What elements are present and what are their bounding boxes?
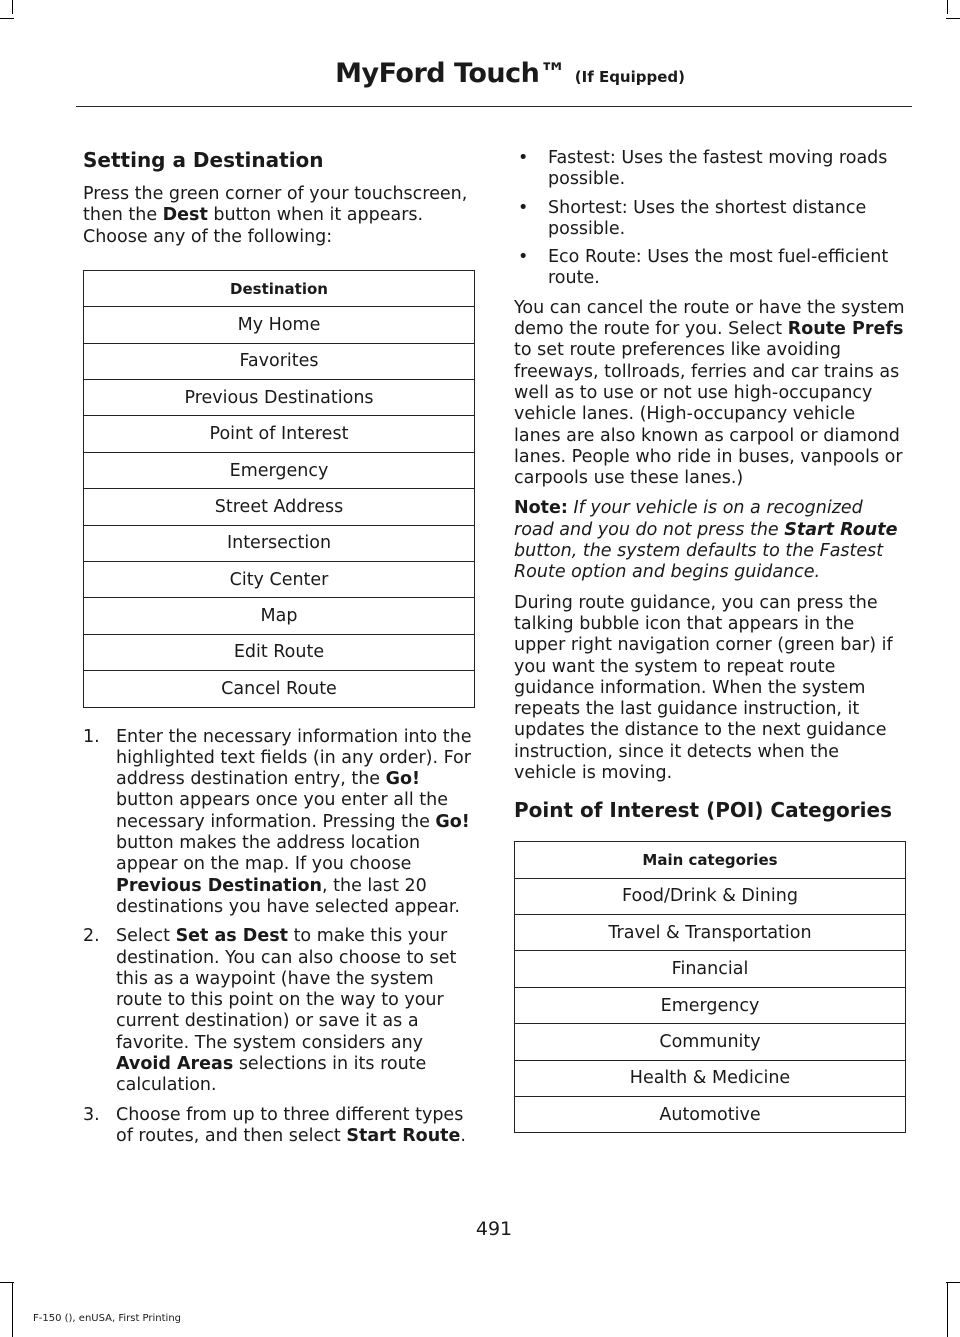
crop-mark [946,18,960,19]
crop-mark [0,1282,14,1283]
table-row: Intersection [84,526,474,562]
table-row: Health & Medicine [515,1061,905,1097]
table-row: Street Address [84,489,474,525]
section-heading: Point of Interest (POI) Categories [514,798,892,823]
note-paragraph: Note: If your vehicle is on a recognized road and you do not press the Start Route button, the system defaults to the Fastest Route option and begins guidance. [514,498,898,583]
crop-mark [12,1283,13,1337]
page-number: 491 [475,1218,513,1240]
table-row: Travel & Transportation [515,915,905,951]
table-row: Point of Interest [84,416,474,452]
destination-table [83,270,475,708]
list-item: 3. Choose from up to three different types of routes, and then select Start Route. [83,1104,466,1146]
right-column [514,148,906,1133]
table-row: City Center [84,562,474,598]
table-header: Main categories [515,842,905,878]
table-row: My Home [84,307,474,343]
list-item: • Shortest: Uses the shortest distance possible. [518,197,867,239]
list-item: • Fastest: Uses the fastest moving roads possible. [518,148,888,190]
list-item: 2. Select Set as Dest to make this your destination. You can also choose to set this as a waypoint (have the system route to this point on the way to your current destination) or save it as a favorite. The system considers any Avoid Areas selections in its route calculation. [83,926,457,1096]
table-row: Community [515,1024,905,1060]
poi-categories-table [514,841,906,1133]
route-type-list [514,148,906,290]
footer-text: F-150 (), enUSA, First Printing [33,1313,182,1324]
header-subtitle: (If Equipped) [574,68,685,86]
header-title-text: MyFord Touch™ [335,58,566,89]
table-row: Favorites [84,344,474,380]
crop-mark [947,0,948,14]
page-header-title [335,58,685,89]
table-row: Edit Route [84,635,474,671]
header-divider [76,106,912,107]
table-row: Cancel Route [84,671,474,707]
table-row: Previous Destinations [84,380,474,416]
list-item: 1. Enter the necessary information into the highlighted text fields (in any order). For address destination entry, the Go! button appears once you enter all the necessary information. Pressing the Go! button makes the address location appear on the map. If you choose Previous Destination, the last 20 destinations you have selected appear. [83,726,472,917]
intro-paragraph: Press the green corner of your touchscreen, then the Dest button when it appears. Choose any of the following: [83,184,468,247]
guidance-paragraph: During route guidance, you can press the talking bubble icon that appears in the upper right navigation corner (green bar) if you want the system to repeat route guidance information. When the system repeats the last guidance instruction, it updates the distance to the next guidance instruction, since it detects when the vehicle is moving. [514,592,893,784]
table-header: Destination [84,271,474,307]
table-row: Financial [515,951,905,987]
list-item: • Eco Route: Uses the most fuel-efficient route. [518,247,889,289]
table-row: Food/Drink & Dining [515,879,905,915]
steps-list [83,727,475,1148]
table-row: Emergency [84,453,474,489]
crop-mark [12,0,13,14]
crop-mark [947,1283,948,1337]
crop-mark [0,18,14,19]
table-row: Emergency [515,988,905,1024]
section-heading: Setting a Destination [83,148,324,172]
left-column [83,148,475,1147]
crop-mark [946,1282,960,1283]
table-row: Automotive [515,1097,905,1133]
route-prefs-paragraph: You can cancel the route or have the system demo the route for you. Select Route Prefs to set route preferences like avoiding freeways, tollroads, ferries and car trains as well as to use or not use high-occupancy vehicle lanes. (High-occupancy vehicle lanes are also known as carpool or diamond lanes. People who ride in buses, vanpools or carpools use these lanes.) [514,297,905,489]
table-row: Map [84,598,474,634]
